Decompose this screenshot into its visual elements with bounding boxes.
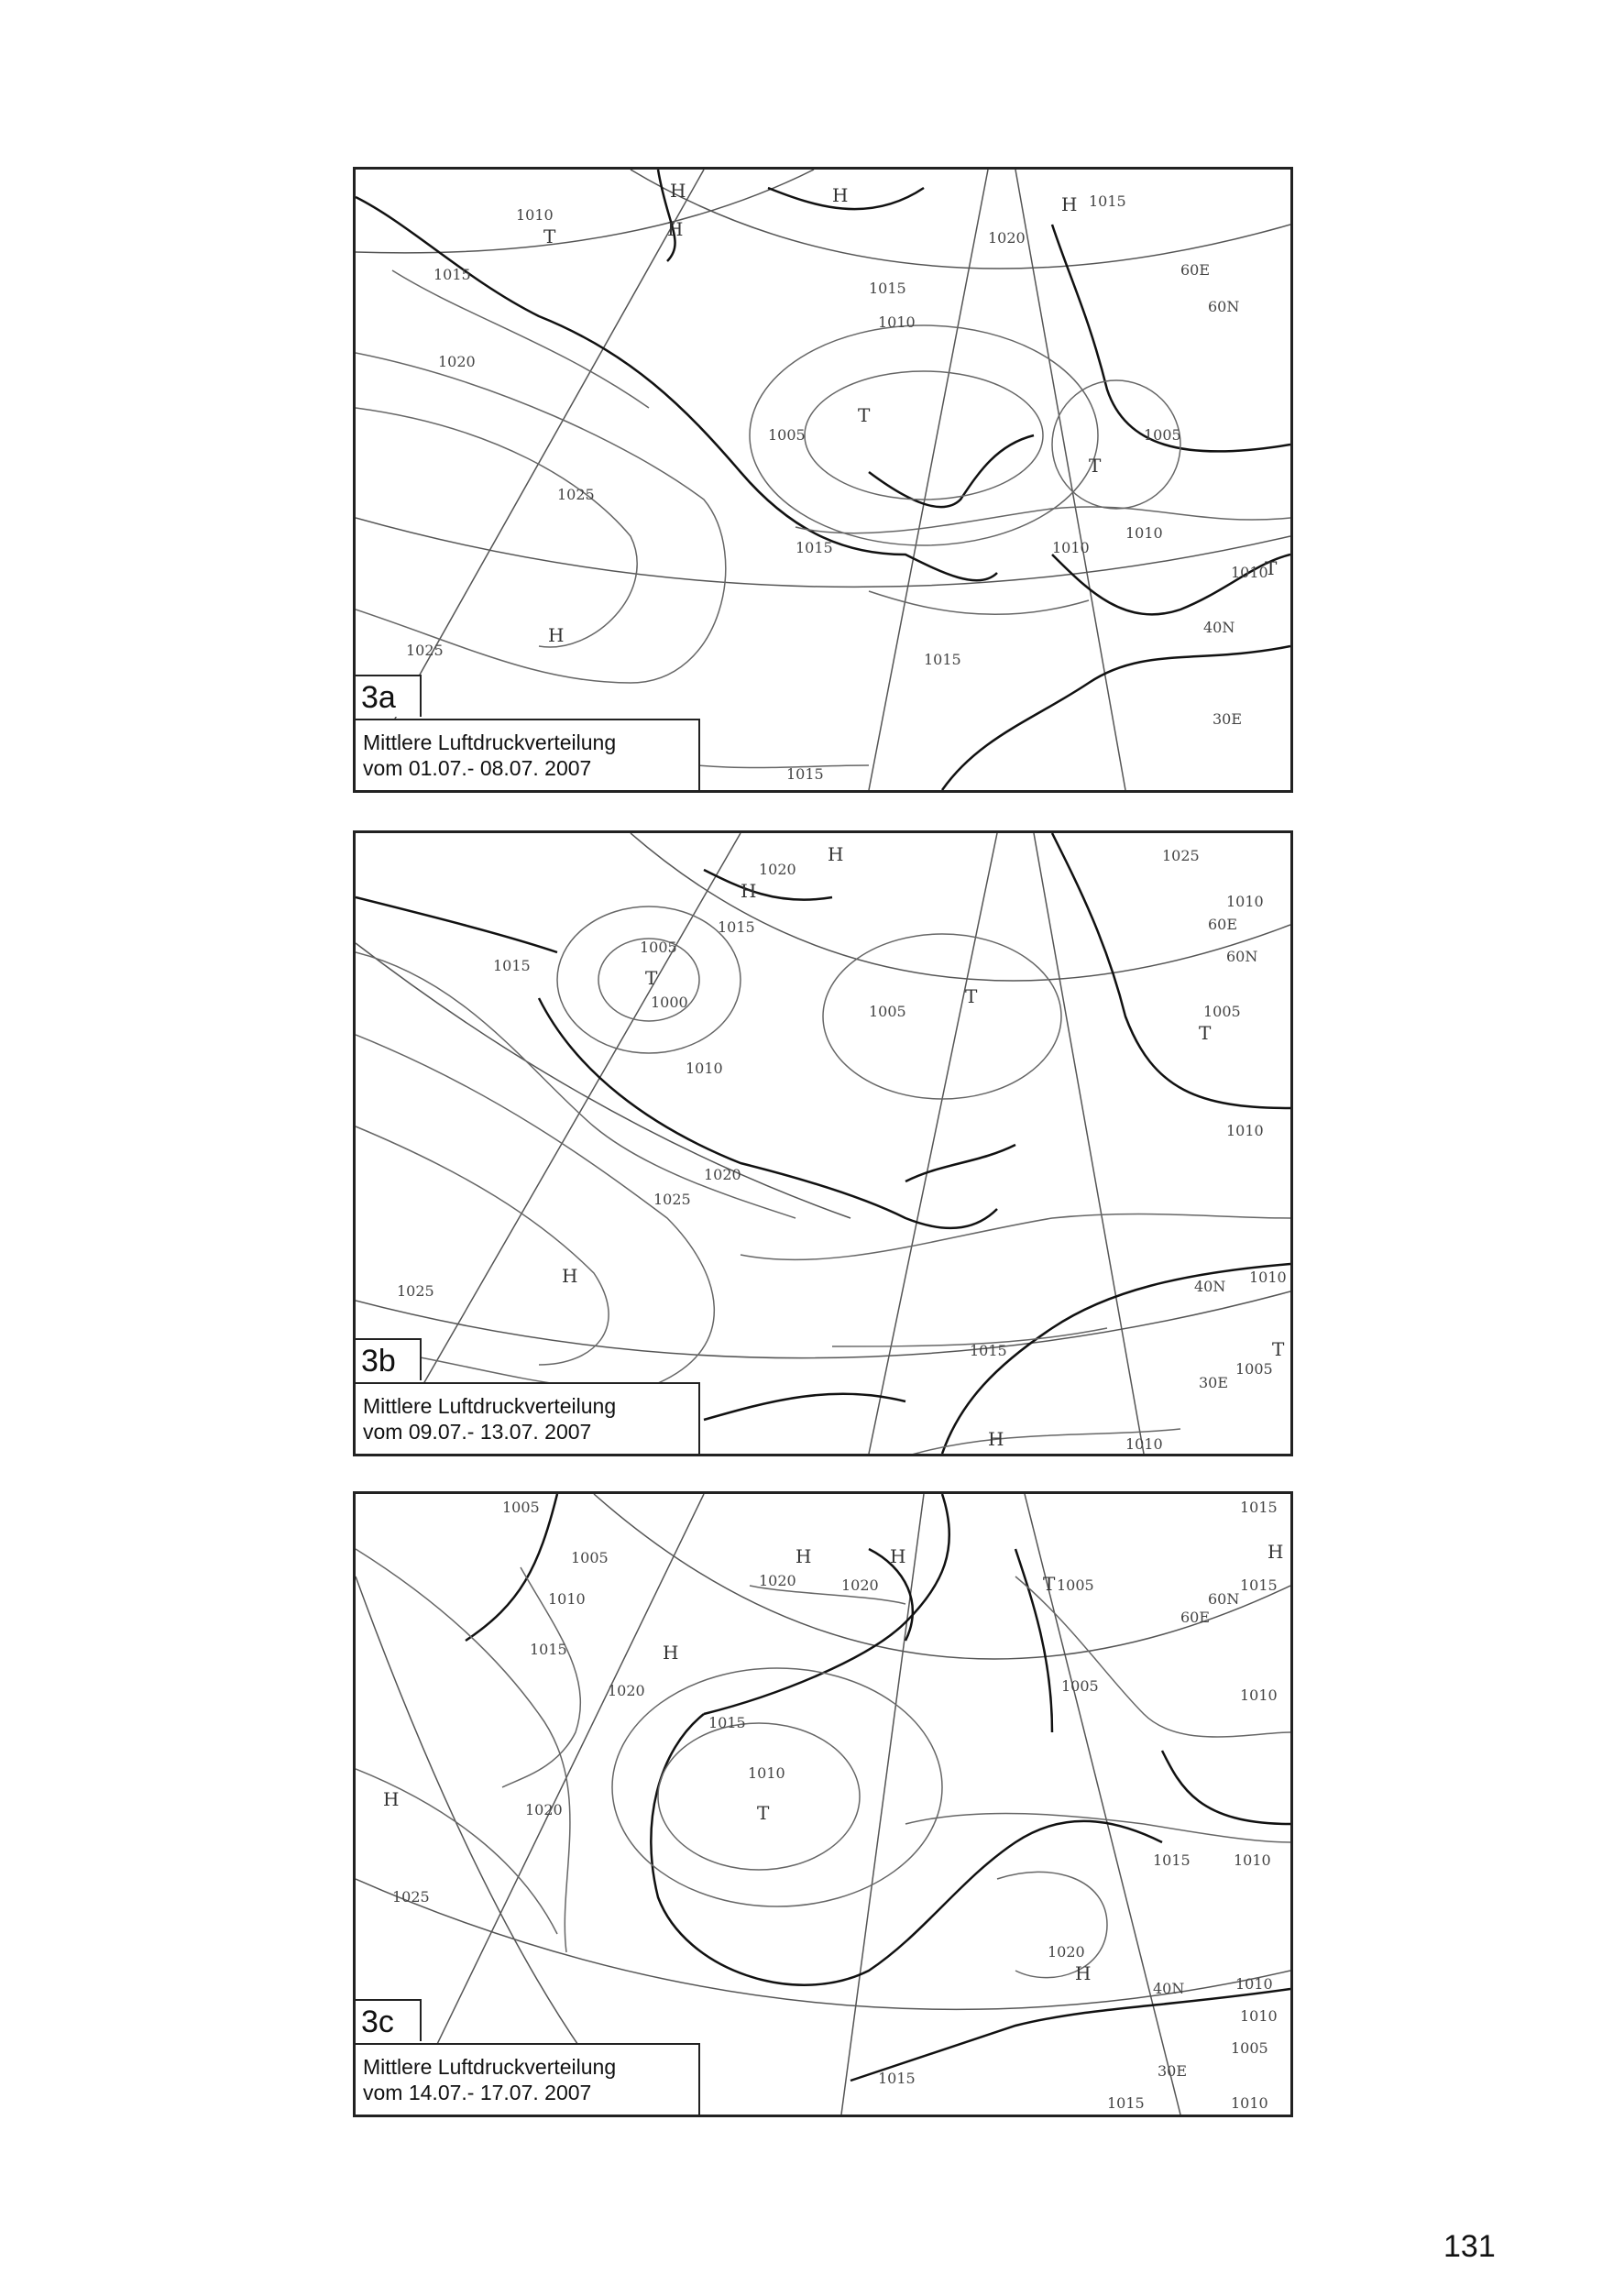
- isobar-label: 1020: [759, 861, 796, 878]
- isobar-label: 1010: [516, 206, 554, 224]
- latitude-label: 40N: [1153, 1980, 1185, 1997]
- weather-map-panel-3c: [353, 1491, 1293, 2117]
- caption-date-range: vom 14.07.- 17.07. 2007: [363, 2081, 592, 2104]
- isobar-label: 1005: [1203, 1003, 1241, 1020]
- graticule: [356, 1494, 1290, 2115]
- longitude-label: 60E: [1180, 1609, 1211, 1626]
- longitude-label: 60E: [1180, 261, 1211, 279]
- isobar-label: 1015: [970, 1342, 1007, 1359]
- isobar-labels: [406, 192, 1268, 783]
- low-center-label: T: [1272, 1338, 1285, 1360]
- high-center-label: H: [988, 1428, 1004, 1450]
- high-center-label: H: [670, 180, 686, 202]
- isobar-label: 1005: [1231, 2039, 1268, 2057]
- isobar-label: 1015: [493, 957, 531, 974]
- isobar-label: 1010: [1231, 564, 1268, 581]
- isobar-label: 1010: [1125, 1435, 1163, 1453]
- high-center-label: H: [796, 1545, 812, 1567]
- isobar-label: 1025: [1162, 847, 1200, 864]
- panel-caption: [356, 719, 700, 790]
- isobar-label: 1015: [878, 2070, 916, 2087]
- pressure-centers: [562, 843, 1285, 1450]
- isobar-label: 1015: [1089, 192, 1126, 210]
- isobar-label: 1025: [392, 1888, 430, 1906]
- latitude-label: 40N: [1194, 1278, 1226, 1295]
- isobar-label: 1010: [686, 1060, 723, 1077]
- low-center-label: T: [1199, 1022, 1212, 1044]
- isobar-labels: [397, 847, 1287, 1453]
- pressure-map-3b: [356, 833, 1290, 1454]
- coastlines: [356, 833, 1290, 1454]
- low-center-label: T: [1265, 557, 1278, 579]
- low-center-label: T: [1089, 455, 1102, 477]
- isobar-label: 1010: [878, 313, 916, 331]
- latitude-label: 60N: [1208, 298, 1240, 315]
- pressure-centers: [383, 1541, 1283, 1984]
- low-center-label: T: [757, 1802, 770, 1824]
- isobar-label: 1010: [1240, 1686, 1278, 1704]
- isobar-label: 1005: [1057, 1576, 1094, 1594]
- high-center-label: H: [828, 843, 844, 865]
- low-center-label: T: [645, 967, 658, 989]
- isobar-label: 1025: [557, 486, 595, 503]
- isobars: [356, 906, 1290, 1454]
- isobar-label: 1025: [406, 642, 444, 659]
- isobars: [356, 270, 1290, 768]
- panel-caption: [356, 2043, 700, 2115]
- isobar-label: 1015: [869, 280, 906, 297]
- caption-date-range: vom 09.07.- 13.07. 2007: [363, 1420, 592, 1444]
- panel-label: 3c: [356, 1999, 422, 2041]
- pressure-map-3c: [356, 1494, 1290, 2115]
- longitude-label: 30E: [1199, 1374, 1229, 1391]
- isobar-label: 1005: [1061, 1677, 1099, 1695]
- isobar-label: 1005: [869, 1003, 906, 1020]
- low-center-label: T: [543, 225, 556, 247]
- isobar-label: 1025: [397, 1282, 434, 1300]
- high-center-label: H: [548, 624, 565, 646]
- isobar-label: 1005: [571, 1549, 609, 1566]
- panel-label: 3b: [356, 1338, 422, 1380]
- high-center-label: H: [741, 880, 757, 902]
- latitude-label: 60N: [1208, 1590, 1240, 1608]
- grid-labels: [1194, 916, 1257, 1391]
- isobar-label: 1010: [1249, 1269, 1287, 1286]
- isobar-label: 1005: [502, 1499, 540, 1516]
- isobar-label: 1005: [640, 939, 677, 956]
- isobar-label: 1015: [718, 918, 755, 936]
- low-center-label: T: [858, 404, 871, 426]
- isobar-label: 1015: [924, 651, 961, 668]
- isobar-label: 1010: [1240, 2007, 1278, 2025]
- isobar-label: 1010: [548, 1590, 586, 1608]
- isobar-label: 1015: [433, 266, 471, 283]
- weather-map-panel-3b: [353, 830, 1293, 1456]
- latitude-label: 60N: [1226, 948, 1258, 965]
- graticule: [356, 170, 1290, 790]
- grid-labels: [1153, 1590, 1239, 2080]
- isobar-label: 1010: [1125, 524, 1163, 542]
- isobar-label: 1020: [1048, 1943, 1085, 1961]
- isobar-label: 1020: [608, 1682, 645, 1699]
- high-center-label: H: [1075, 1962, 1092, 1984]
- isobar-label: 1005: [1144, 426, 1181, 444]
- isobar-label: 1010: [1235, 1975, 1273, 1993]
- longitude-label: 60E: [1208, 916, 1238, 933]
- isobar-label: 1010: [748, 1764, 785, 1782]
- weather-map-panel-3a: [353, 167, 1293, 793]
- high-center-label: H: [832, 184, 849, 206]
- caption-title: Mittlere Luftdruckverteilung: [363, 1394, 617, 1418]
- isobar-labels: [392, 1499, 1278, 2112]
- isobar-label: 1020: [759, 1572, 796, 1589]
- caption-date-range: vom 01.07.- 08.07. 2007: [363, 756, 592, 780]
- isobar-label: 1020: [988, 229, 1026, 247]
- isobar-label: 1015: [1240, 1499, 1278, 1516]
- isobar-label: 1015: [1240, 1576, 1278, 1594]
- coastlines: [356, 170, 1290, 790]
- longitude-label: 30E: [1158, 2062, 1188, 2080]
- longitude-label: 30E: [1213, 710, 1243, 728]
- graticule: [356, 833, 1290, 1454]
- high-center-label: H: [890, 1545, 906, 1567]
- isobar-label: 1010: [1234, 1851, 1271, 1869]
- isobar-label: 1020: [438, 353, 476, 370]
- isobar-label: 1015: [1153, 1851, 1191, 1869]
- isobar-label: 1015: [796, 539, 833, 556]
- isobar-label: 1015: [708, 1714, 746, 1731]
- page-number: 131: [1443, 2229, 1496, 2264]
- high-center-label: H: [663, 1642, 679, 1664]
- high-center-label: H: [1061, 193, 1078, 215]
- isobar-label: 1010: [1231, 2094, 1268, 2112]
- high-center-label: H: [1267, 1541, 1284, 1563]
- isobar-label: 1000: [651, 994, 688, 1011]
- isobar-label: 1010: [1226, 893, 1264, 910]
- isobar-label: 1020: [704, 1166, 741, 1183]
- high-center-label: H: [562, 1265, 578, 1287]
- low-center-label: T: [1043, 1573, 1056, 1595]
- high-center-label: H: [383, 1788, 400, 1810]
- isobars: [356, 1549, 1290, 1978]
- panel-caption: [356, 1382, 700, 1454]
- high-center-label: H: [667, 218, 684, 240]
- isobar-label: 1015: [530, 1641, 567, 1658]
- isobar-label: 1010: [1052, 539, 1090, 556]
- isobar-label: 1015: [786, 765, 824, 783]
- low-center-label: T: [965, 985, 978, 1007]
- caption-title: Mittlere Luftdruckverteilung: [363, 2055, 617, 2079]
- isobar-label: 1005: [768, 426, 806, 444]
- panel-label: 3a: [356, 675, 422, 717]
- pressure-map-3a: [356, 170, 1290, 790]
- isobar-label: 1005: [1235, 1360, 1273, 1378]
- isobar-label: 1025: [653, 1191, 691, 1208]
- isobar-label: 1015: [1107, 2094, 1145, 2112]
- isobar-label: 1010: [1226, 1122, 1264, 1139]
- latitude-label: 40N: [1203, 619, 1235, 636]
- isobar-label: 1020: [525, 1801, 563, 1818]
- isobar-label: 1020: [841, 1576, 879, 1594]
- caption-title: Mittlere Luftdruckverteilung: [363, 731, 617, 754]
